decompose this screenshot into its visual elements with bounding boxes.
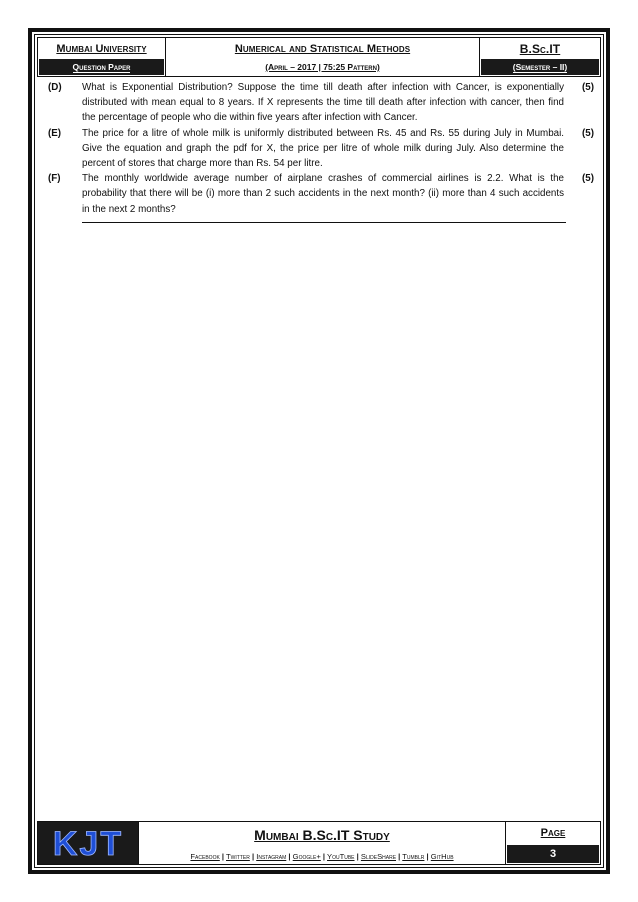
link-separator: |	[356, 852, 359, 861]
semester-label: (Semester – II)	[512, 61, 568, 72]
kjt-logo-icon	[44, 826, 132, 860]
question-text: What is Exponential Distribution? Suppose the time till death after infection with Cancer, is exponentially distributed with mean equal to 8 years. If X represents the time till death after infection with cancer, then find the percentage of people who die within five years after infection with Cancer.	[82, 82, 564, 124]
page-indicator	[506, 822, 600, 864]
question-item	[48, 171, 594, 217]
page-header	[37, 37, 601, 77]
question-text: The monthly worldwide average number of airplane crashes of commercial airlines is 2.2. What is the probability that there will be (i) more than 2 such accidents in the next month? (ii) more than 4 such accidents in the next 2 months?	[82, 173, 564, 215]
question-number: (F)	[48, 173, 61, 185]
logo-text: KJT	[52, 826, 124, 860]
question-item	[48, 80, 594, 126]
question-marks: (5)	[582, 173, 594, 185]
kjt-logo	[38, 822, 139, 864]
end-divider	[82, 222, 566, 223]
page-label: Page	[540, 827, 566, 839]
semester-badge	[481, 59, 599, 75]
course-name: B.Sc.IT	[519, 41, 561, 56]
header-university	[38, 38, 166, 76]
question-number: (D)	[48, 82, 62, 93]
link-tumblr[interactable]: Tumblr	[402, 852, 425, 861]
university-name: Mumbai University	[56, 42, 147, 55]
question-marks: (5)	[582, 82, 594, 93]
link-github[interactable]: GitHub	[430, 852, 454, 861]
link-separator: |	[221, 852, 225, 861]
question-list	[48, 80, 594, 217]
footer-brand	[139, 822, 506, 864]
link-separator: |	[322, 852, 326, 861]
page-footer	[37, 821, 601, 865]
doc-type-label: Question Paper	[72, 61, 131, 72]
footer-title: Mumbai B.Sc.IT Study	[254, 827, 390, 843]
social-links	[139, 852, 505, 861]
link-instagram[interactable]: Instagram	[256, 852, 287, 861]
link-slideshare[interactable]: SlideShare	[360, 852, 397, 861]
link-twitter[interactable]: Twitter	[226, 852, 250, 861]
exam-session	[167, 59, 478, 75]
subject-title: Numerical and Statistical Methods	[234, 42, 411, 55]
link-googleplus[interactable]: Google+	[292, 852, 321, 861]
header-subject	[166, 38, 480, 76]
link-separator: |	[398, 852, 401, 861]
question-text: The price for a litre of whole milk is uniformly distributed between Rs. 45 and Rs. 55 during July in Mumbai. Give the equation and graph the pdf for X, the price per litre of whole milk during July. Also determine the percent of stores that charge more than Rs. 54 per litre.	[82, 127, 564, 170]
link-facebook[interactable]: Facebook	[190, 852, 220, 861]
question-item	[48, 126, 594, 172]
link-separator: |	[288, 852, 291, 861]
question-marks: (5)	[582, 127, 594, 139]
doc-type-badge	[39, 59, 164, 75]
page-number: 3	[507, 845, 599, 863]
exam-session-label: (April – 2017 | 75:25 Pattern)	[265, 62, 380, 72]
link-separator: |	[251, 852, 255, 861]
header-course	[480, 38, 600, 76]
question-number: (E)	[48, 127, 62, 139]
link-separator: |	[426, 852, 429, 861]
link-youtube[interactable]: YouTube	[327, 852, 355, 861]
